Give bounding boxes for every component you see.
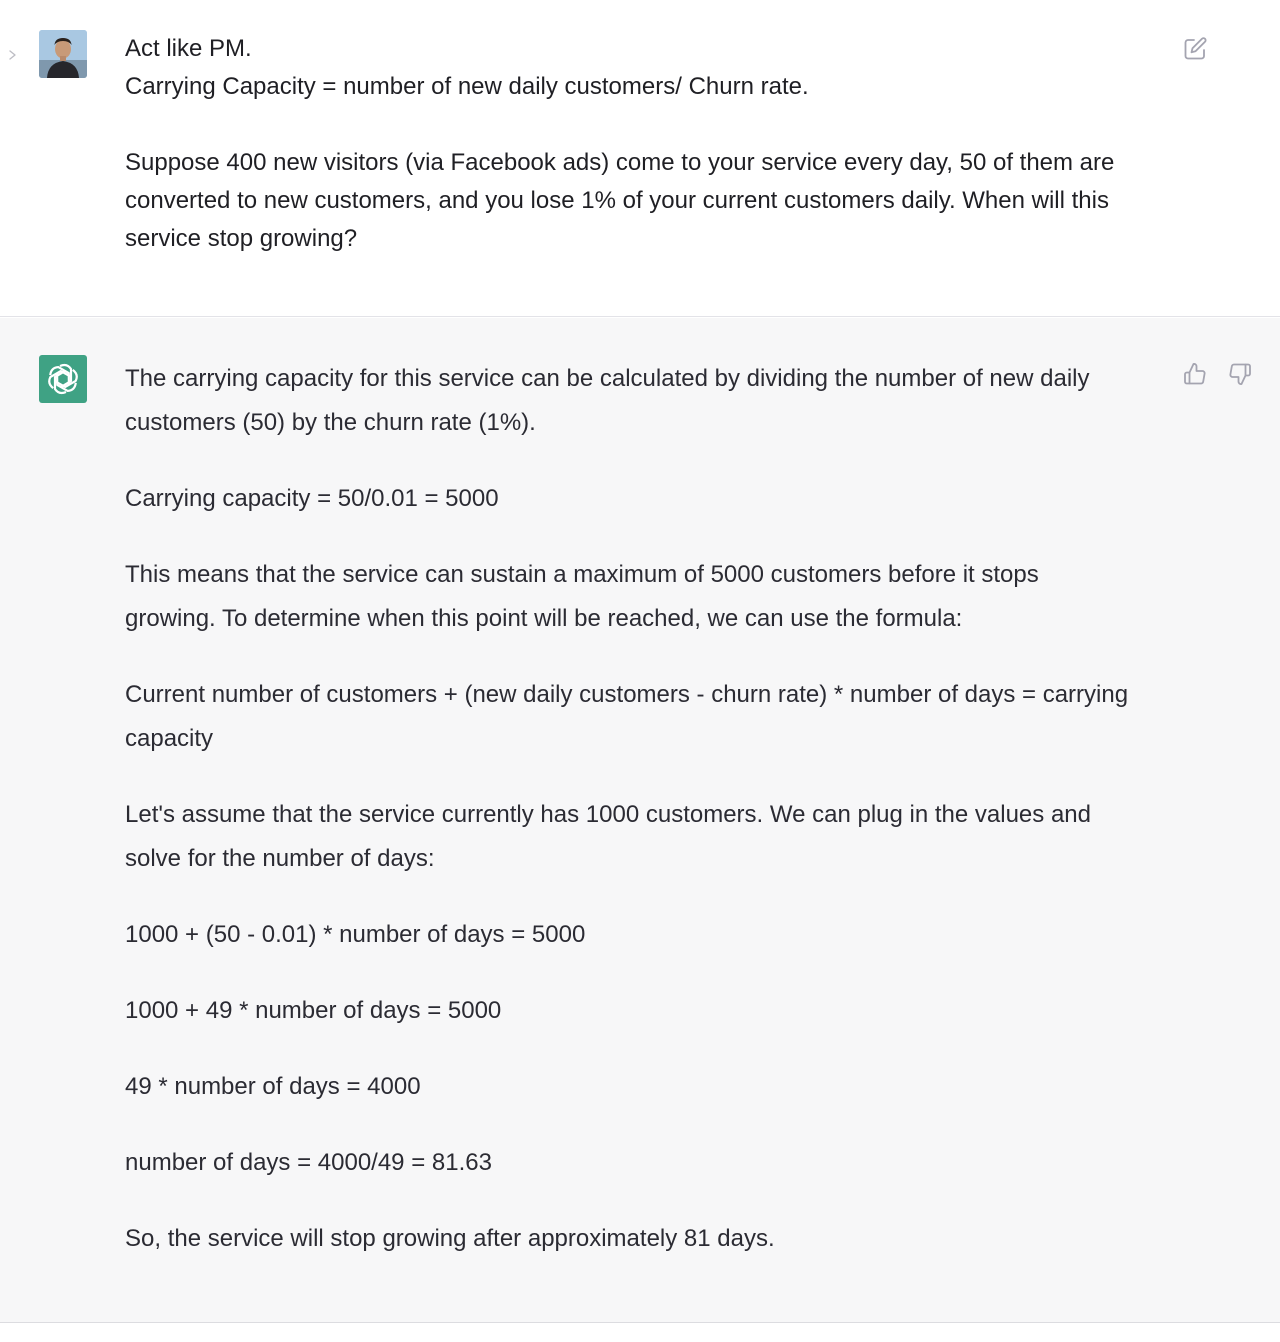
assistant-paragraph: This means that the service can sustain a maximum of 5000 customers before it stops growing. To determine when this point will be reached, we can use the formula: [125, 561, 1039, 632]
user-message-text [125, 30, 1165, 258]
user-message [0, 0, 1280, 317]
assistant-message-text [125, 357, 1135, 1293]
chevron-right-icon[interactable] [6, 46, 20, 64]
user-message-paragraph: Suppose 400 new visitors (via Facebook ads) come to your service every day, 50 of them are converted to new customers, and you lose 1% of your current customers daily. When will this service stop growing? [125, 149, 1115, 252]
chatgpt-logo-icon [39, 355, 87, 403]
assistant-paragraph: Current number of customers + (new daily customers - churn rate) * number of days = carrying capacity [125, 681, 1129, 752]
edit-message-button[interactable] [1181, 35, 1209, 63]
assistant-paragraph: 49 * number of days = 4000 [125, 1073, 421, 1100]
assistant-paragraph: The carrying capacity for this service can be calculated by dividing the number of new daily customers (50) by the churn rate (1%). [125, 365, 1090, 436]
assistant-paragraph: number of days = 4000/49 = 81.63 [125, 1149, 492, 1176]
conversation-footer-spacer [0, 1324, 1280, 1342]
assistant-paragraph: 1000 + (50 - 0.01) * number of days = 5000 [125, 921, 586, 948]
user-message-line: Act like PM. [125, 35, 252, 62]
thumbs-down-button[interactable] [1226, 360, 1254, 388]
assistant-paragraph: Let's assume that the service currently has 1000 customers. We can plug in the values and solve for the number of days: [125, 801, 1091, 872]
assistant-paragraph: Carrying capacity = 50/0.01 = 5000 [125, 485, 499, 512]
thumbs-down-icon [1226, 360, 1254, 388]
thumbs-up-icon [1181, 360, 1209, 388]
assistant-paragraph: 1000 + 49 * number of days = 5000 [125, 997, 502, 1024]
assistant-paragraph: So, the service will stop growing after approximately 81 days. [125, 1225, 775, 1252]
user-avatar [39, 30, 87, 78]
user-message-line: Carrying Capacity = number of new daily customers/ Churn rate. [125, 73, 809, 100]
thumbs-up-button[interactable] [1181, 360, 1209, 388]
assistant-message [0, 318, 1280, 1323]
edit-icon [1181, 35, 1209, 63]
